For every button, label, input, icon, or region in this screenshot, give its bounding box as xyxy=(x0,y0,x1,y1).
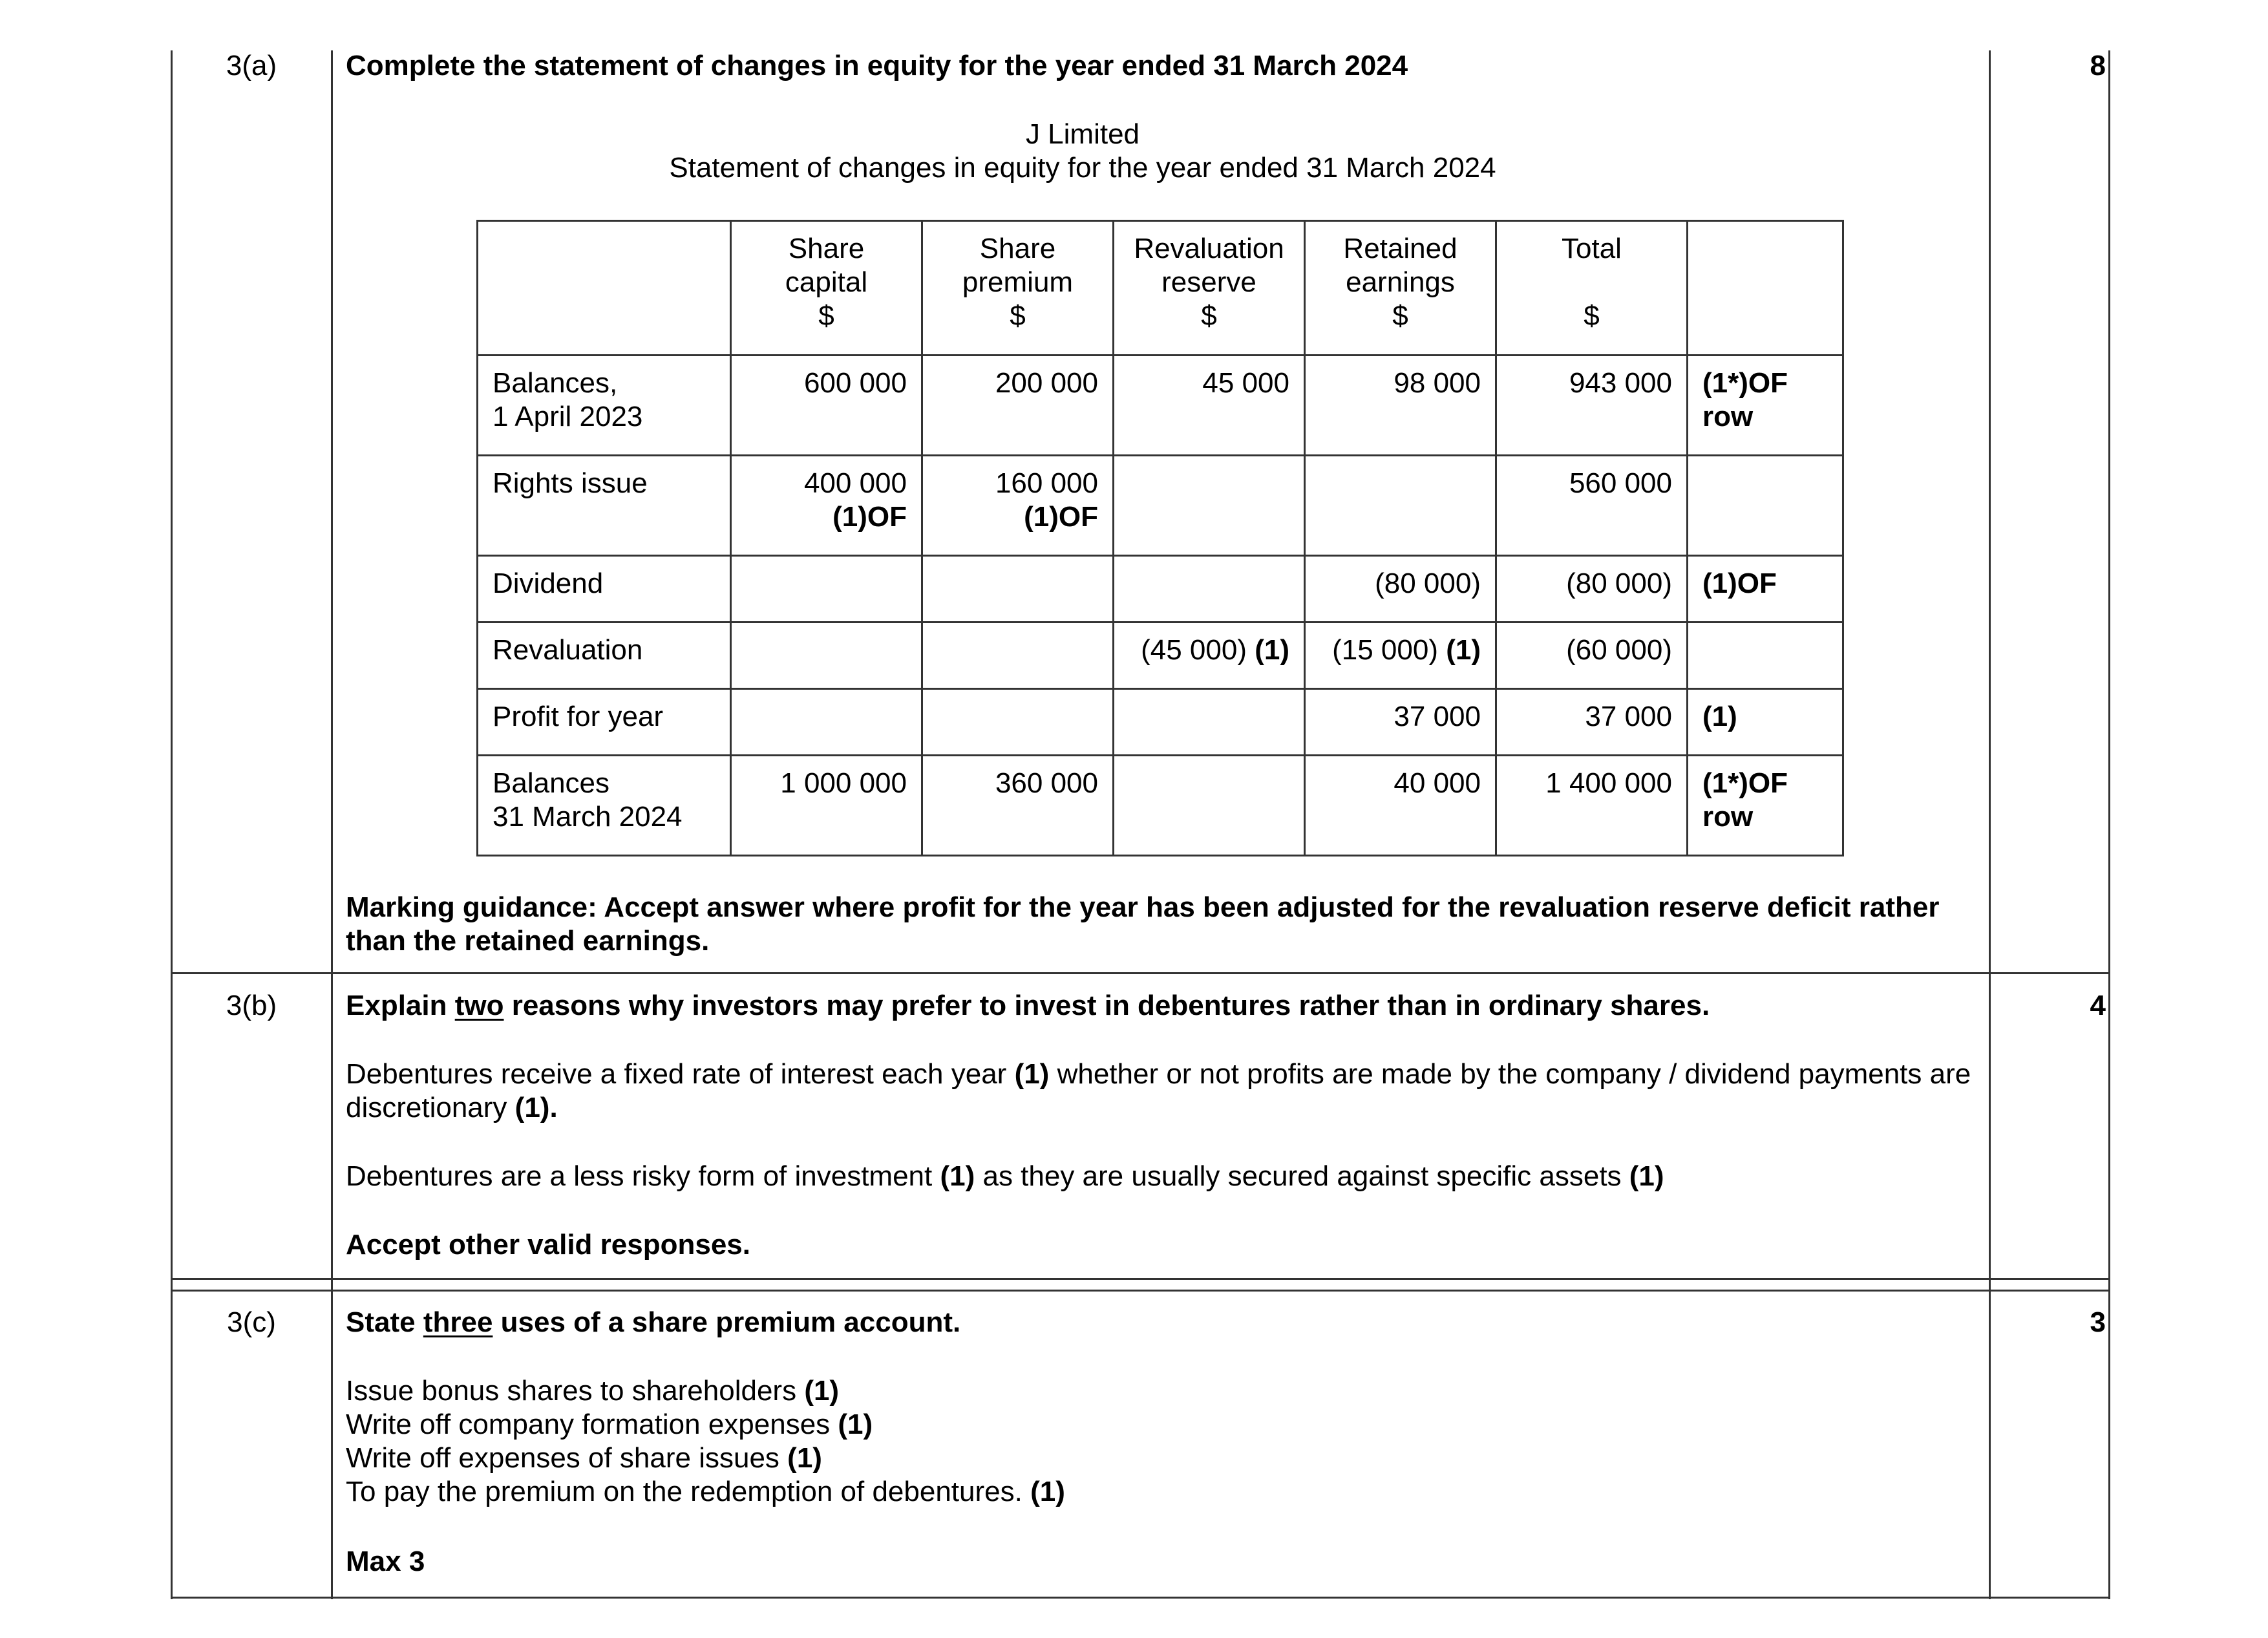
statement-title: Statement of changes in equity for the year ended 31 March 2024 xyxy=(669,152,1496,184)
cell-note xyxy=(1688,622,1843,689)
list-item: To pay the premium on the redemption of debentures. (1) xyxy=(346,1476,1065,1507)
list-item: Write off expenses of share issues (1) xyxy=(346,1442,822,1474)
table-header-row xyxy=(478,221,1843,356)
list-item: Issue bonus shares to shareholders (1) xyxy=(346,1375,840,1407)
cell-total: 37 000 xyxy=(1496,689,1688,756)
equity-table xyxy=(476,220,1844,856)
header-share-premium: Share premium $ xyxy=(922,221,1114,356)
cell-share-capital: 400 000 (1)OF xyxy=(731,456,922,556)
cell-revaluation xyxy=(1114,756,1305,856)
cell-retained: 40 000 xyxy=(1305,756,1496,856)
cell-share-capital: 1 000 000 xyxy=(731,756,922,856)
cell-share-premium: 200 000 xyxy=(922,356,1114,456)
max-marks-note: Max 3 xyxy=(346,1546,425,1577)
cell-revaluation xyxy=(1114,689,1305,756)
table-row xyxy=(478,556,1843,622)
frame-bottom-line xyxy=(171,1597,2110,1599)
header-share-capital: Share capital $ xyxy=(731,221,922,356)
marks-3b: 4 xyxy=(2090,990,2106,1021)
cell-share-premium: 160 000 (1)OF xyxy=(922,456,1114,556)
cell-share-capital xyxy=(731,689,922,756)
frame-left-line xyxy=(171,50,173,1599)
cell-share-capital xyxy=(731,622,922,689)
table-row xyxy=(478,456,1843,556)
question-3a-text: Complete the statement of changes in equity for the year ended 31 March 2024 xyxy=(346,50,1408,81)
cell-retained: (15 000) (1) xyxy=(1305,622,1496,689)
cell-note: (1)OF xyxy=(1688,556,1843,622)
cell-note: (1*)OF row xyxy=(1688,356,1843,456)
cell-retained xyxy=(1305,456,1496,556)
cell-share-capital xyxy=(731,556,922,622)
table-row xyxy=(478,756,1843,856)
answer-3b-reason-2: Debentures are a less risky form of investment (1) as they are usually secured against specific assets (1) xyxy=(346,1160,1664,1192)
cell-retained: 98 000 xyxy=(1305,356,1496,456)
cell-share-premium xyxy=(922,689,1114,756)
row-label: Profit for year xyxy=(478,689,731,756)
cell-share-capital: 600 000 xyxy=(731,356,922,456)
cell-total: (80 000) xyxy=(1496,556,1688,622)
marks-3c: 3 xyxy=(2090,1306,2106,1338)
cell-retained: (80 000) xyxy=(1305,556,1496,622)
cell-revaluation: (45 000) (1) xyxy=(1114,622,1305,689)
cell-total: 1 400 000 xyxy=(1496,756,1688,856)
header-retained-earnings: Retained earnings $ xyxy=(1305,221,1496,356)
cell-total: 560 000 xyxy=(1496,456,1688,556)
cell-note: (1*)OF row xyxy=(1688,756,1843,856)
accept-other-responses: Accept other valid responses. xyxy=(346,1229,750,1260)
cell-retained: 37 000 xyxy=(1305,689,1496,756)
table-row xyxy=(478,689,1843,756)
question-number-3a: 3(a) xyxy=(226,50,277,81)
row-label: Revaluation xyxy=(478,622,731,689)
cell-revaluation xyxy=(1114,456,1305,556)
frame-right-line xyxy=(2108,50,2110,1599)
table-row xyxy=(478,622,1843,689)
table-row xyxy=(478,356,1843,456)
company-name: J Limited xyxy=(1025,118,1140,150)
frame-marks-line xyxy=(1989,50,1991,1599)
cell-share-premium: 360 000 xyxy=(922,756,1114,856)
header-total: Total $ xyxy=(1496,221,1688,356)
row-separator-b-c-top xyxy=(171,1278,2110,1280)
row-separator-a-b xyxy=(171,972,2110,974)
cell-revaluation: 45 000 xyxy=(1114,356,1305,456)
answer-3b-reason-1: Debentures receive a fixed rate of interest each year (1) whether or not profits are made by the company / dividend payments are discretionary (1). xyxy=(346,1058,1971,1123)
row-label: Dividend xyxy=(478,556,731,622)
question-3c-text: State three uses of a share premium account. xyxy=(346,1306,961,1338)
row-label: Balances, 1 April 2023 xyxy=(478,356,731,456)
cell-share-premium xyxy=(922,556,1114,622)
marking-guidance: Marking guidance: Accept answer where profit for the year has been adjusted for the revaluation reserve deficit rather than the retained earnings. xyxy=(346,891,1940,957)
cell-total: (60 000) xyxy=(1496,622,1688,689)
header-revaluation-reserve: Revaluation reserve $ xyxy=(1114,221,1305,356)
frame-divider-line xyxy=(331,50,333,1599)
cell-share-premium xyxy=(922,622,1114,689)
cell-note xyxy=(1688,456,1843,556)
row-label: Balances 31 March 2024 xyxy=(478,756,731,856)
header-notes xyxy=(1688,221,1843,356)
list-item: Write off company formation expenses (1) xyxy=(346,1409,873,1440)
header-empty xyxy=(478,221,731,356)
answer-3c-list xyxy=(346,1374,1975,1509)
question-3b-text: Explain two reasons why investors may prefer to invest in debentures rather than in ordinary shares. xyxy=(346,990,1710,1021)
question-number-3c: 3(c) xyxy=(227,1306,276,1338)
marks-3a: 8 xyxy=(2090,50,2106,81)
row-separator-b-c-bottom xyxy=(171,1290,2110,1292)
question-number-3b: 3(b) xyxy=(226,990,277,1021)
row-label: Rights issue xyxy=(478,456,731,556)
cell-revaluation xyxy=(1114,556,1305,622)
cell-total: 943 000 xyxy=(1496,356,1688,456)
cell-note: (1) xyxy=(1688,689,1843,756)
